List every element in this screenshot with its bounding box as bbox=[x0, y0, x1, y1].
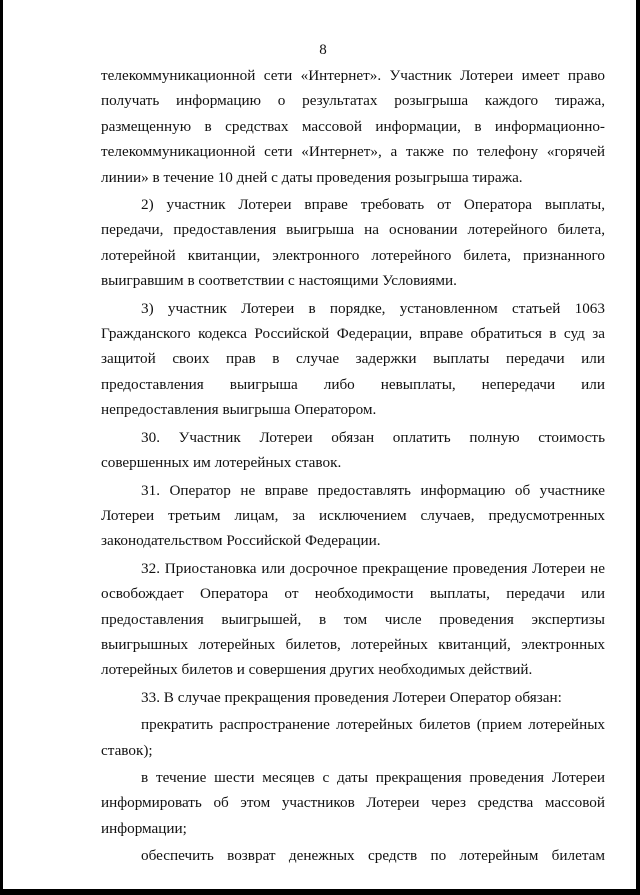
paragraph-internet-info: телекоммуникационной сети «Интернет». Участник Лотереи имеет право получать информацию о результатах розыгрыша каждого тиража, размещенную в средствах массовой информации, в информационно-телекоммуникационной сети «Интернет», а также по телефону «горячей линии» в течение 10 дней с даты проведения розыгрыша тиража. bbox=[101, 67, 605, 186]
paragraph-refund: обеспечить возврат денежных средств по лотерейным билетам bbox=[141, 847, 605, 865]
paragraph-inform-participants: в течение шести месяцев с даты прекращения проведения Лотереи информировать об этом участников Лотереи через средства массовой информации; bbox=[101, 768, 605, 837]
paragraph-stop-distribution: прекратить распространение лотерейных билетов (прием лотерейных ставок); bbox=[101, 716, 605, 759]
body-text bbox=[101, 63, 605, 871]
paragraph-31: 31. Оператор не вправе предоставлять информацию об участнике Лотереи третьим лицам, за исключением случаев, предусмотренных законодательством Российской Федерации. bbox=[101, 481, 605, 550]
paragraph-right-to-claim: 2) участник Лотереи вправе требовать от Оператора выплаты, передачи, предоставления выигрыша на основании лотерейного билета, лотерейной квитанции, электронного лотерейного билета, признанного выигравшим в соответствии с настоящими Условиями. bbox=[101, 196, 605, 290]
paragraph-32: 32. Приостановка или досрочное прекращение проведения Лотереи не освобождает Оператора от необходимости выплаты, передачи или предоставления выигрышей, в том числе проведения экспертизы выигрышных лотерейных билетов, лотерейных квитанций, электронных лотерейных билетов и совершения других необходимых действий. bbox=[101, 559, 605, 679]
page-number: 8 bbox=[319, 42, 327, 58]
paragraph-right-to-court: 3) участник Лотереи в порядке, установленном статьей 1063 Гражданского кодекса Российской Федерации, вправе обратиться в суд за защитой своих прав в случае задержки выплаты передачи или предоставления выигрыша либо невыплаты, непередачи или непредоставления выигрыша Оператором. bbox=[101, 299, 605, 419]
paragraph-33: 33. В случае прекращения проведения Лотереи Оператор обязан: bbox=[141, 688, 562, 706]
paragraph-30: 30. Участник Лотереи обязан оплатить полную стоимость совершенных им лотерейных ставок. bbox=[101, 428, 605, 472]
